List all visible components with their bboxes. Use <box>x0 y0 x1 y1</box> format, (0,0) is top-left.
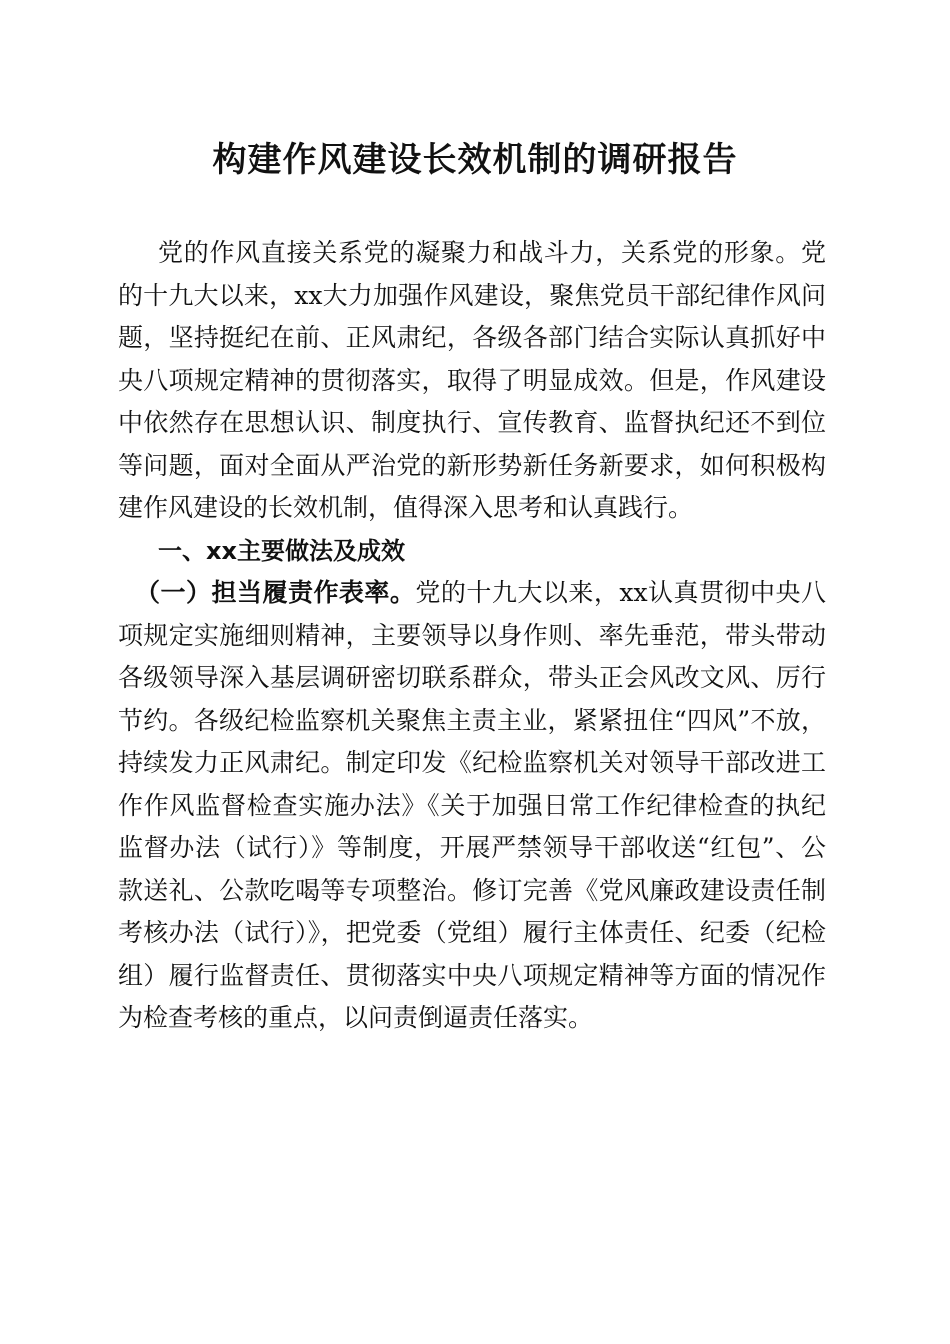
subsection-paragraph <box>118 572 826 1040</box>
document-body <box>118 232 826 1040</box>
document-title: 构建作风建设长效机制的调研报告 <box>212 140 738 180</box>
subsection-title: （一）担当履责作表率。 <box>135 578 416 607</box>
section-heading: 一、xx主要做法及成效 <box>158 536 405 565</box>
subsection-body: 党的十九大以来，xx认真贯彻中央八项规定实施细则精神，主要领导以身作则、率先垂范，带头带动各级领导深入基层调研密切联系群众，带头正会风改文风、厉行节约。各级纪检监察机关聚焦主责主业，紧紧扭住“四风”不放，持续发力正风肃纪。制定印发《纪检监察机关对领导干部改进工作作风监督检查实施办法》《关于加强日常工作纪律检查的执纪监督办法（试行）》等制度，开展严禁领导干部收送“红包”、公款送礼、公款吃喝等专项整治。修订完善《党风廉政建设责任制考核办法（试行）》，把党委（党组）履行主体责任、纪委（纪检组）履行监督责任、贯彻落实中央八项规定精神等方面的情况作为检查考核的重点，以问责倒逼责任落实。 <box>118 578 826 1032</box>
intro-paragraph: 党的作风直接关系党的凝聚力和战斗力，关系党的形象。党的十九大以来，xx大力加强作风建设，聚焦党员干部纪律作风问题，坚持挺纪在前、正风肃纪，各级各部门结合实际认真抓好中央八项规定精神的贯彻落实，取得了明显成效。但是，作风建设中依然存在思想认识、制度执行、宣传教育、监督执纪还不到位等问题，面对全面从严治党的新形势新任务新要求，如何积极构建作风建设的长效机制，值得深入思考和认真践行。 <box>118 238 826 522</box>
